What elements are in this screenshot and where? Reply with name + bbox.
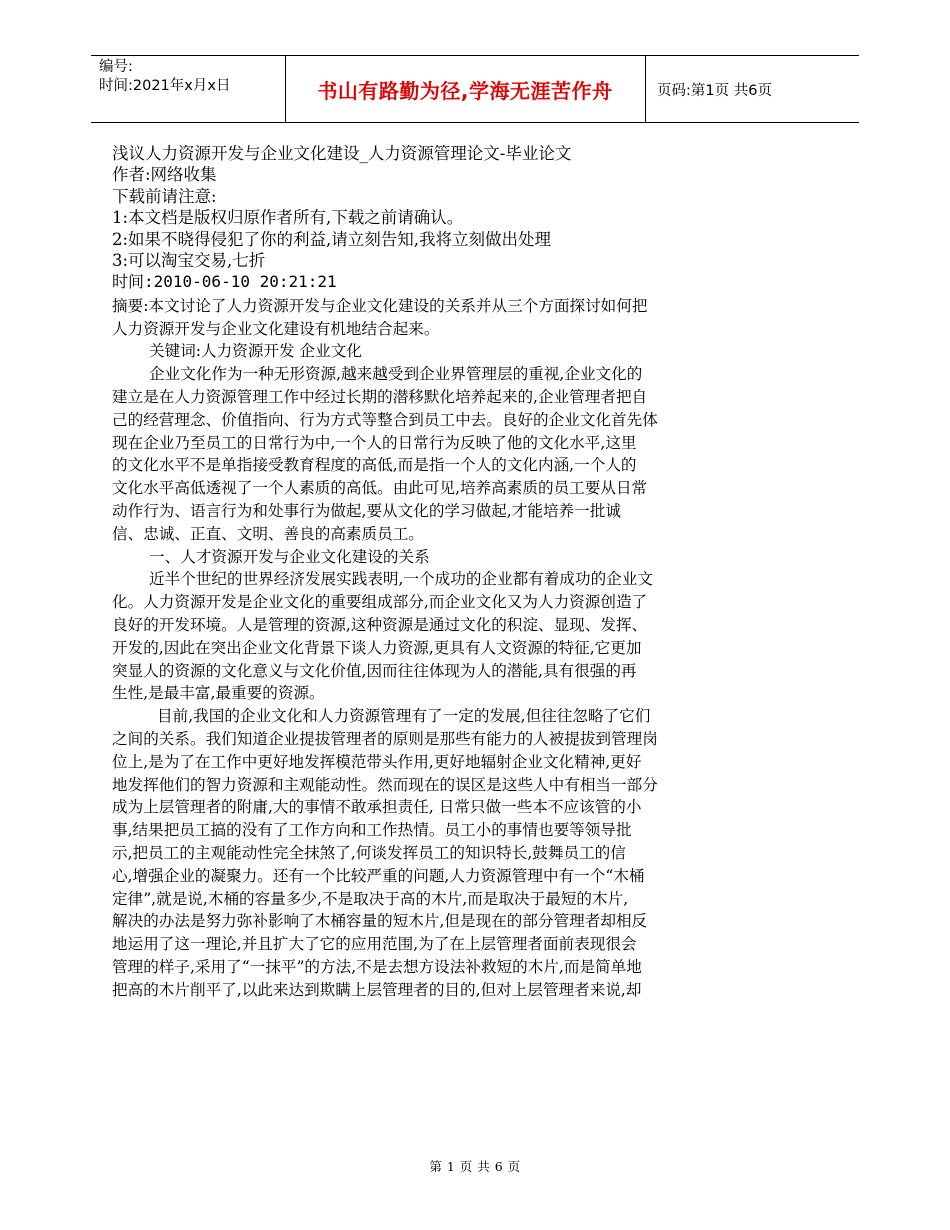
- body-line: 成为上层管理者的附庸,大的事情不敢承担责任, 日常只做一些本不应该管的小: [112, 798, 642, 817]
- body-line: 动作行为、语言行为和处事行为做起,要从文化的学习做起,才能培养一批诚: [112, 502, 621, 521]
- notice-item: 1:本文档是版权归原作者所有,下载之前请确认。: [112, 208, 464, 228]
- body-line: 管理的样子,采用了“一抹平”的方法,不是去想方设法补救短的木片,而是简单地: [112, 957, 642, 976]
- body-line: 企业文化作为一种无形资源,越来越受到企业界管理层的重视,企业文化的: [149, 365, 643, 384]
- body-line: 信、忠诚、正直、文明、善良的高素质员工。: [112, 524, 424, 543]
- time-label: 时间:2021年x月x日: [99, 78, 231, 94]
- divider: [285, 56, 286, 122]
- body-line: 文化水平高低透视了一个人素质的高低。由此可见,培养高素质的员工要从日常: [112, 479, 648, 498]
- body-line: 之间的关系。我们知道企业提拔管理者的原则是那些有能力的人被提拔到管理岗: [112, 729, 658, 748]
- page-footer: 第 1 页 共 6 页: [429, 1159, 521, 1174]
- body-line: 示,把员工的主观能动性完全抹煞了,何谈发挥员工的知识特长,鼓舞员工的信: [112, 843, 626, 862]
- body-line: 近半个世纪的世界经济发展实践表明,一个成功的企业都有着成功的企业文: [149, 570, 653, 589]
- header-meta: [99, 58, 230, 96]
- body-line: 生性,是最丰富,最重要的资源。: [112, 684, 325, 703]
- body-line: 己的经营理念、价值指向、行为方式等整合到员工中去。良好的企业文化首先体: [112, 410, 658, 429]
- body-line: 化。人力资源开发是企业文化的重要组成部分,而企业文化又为人力资源创造了: [112, 593, 648, 612]
- body-line: 事,结果把员工搞的没有了工作方向和工作热情。员工小的事情也要等领导批: [112, 821, 632, 840]
- header-table: [91, 55, 859, 123]
- body-line: 目前,我国的企业文化和人力资源管理有了一定的发展,但往往忽略了它们: [157, 707, 651, 726]
- number-label: 编号:: [99, 59, 133, 75]
- abstract-line: 摘要:本文讨论了人力资源开发与企业文化建设的关系并从三个方面探讨如何把: [112, 296, 648, 315]
- notice-item: 3:可以淘宝交易,七折: [112, 251, 266, 271]
- body-line: 位上,是为了在工作中更好地发挥模范带头作用,更好地辐射企业文化精神,更好: [112, 752, 642, 771]
- doc-time: 时间:2010-06-10 20:21:21: [112, 272, 337, 292]
- body-line: 开发的,因此在突出企业文化背景下谈人力资源,更具有人文资源的特征,它更加: [112, 638, 642, 657]
- notice-item: 2:如果不晓得侵犯了你的利益,请立刻告知,我将立刻做出处理: [112, 229, 552, 249]
- body-line: 地发挥他们的智力资源和主观能动性。然而现在的误区是这些人中有相当一部分: [112, 775, 658, 794]
- section-heading: 一、人才资源开发与企业文化建设的关系: [149, 547, 430, 566]
- body-line: 现在企业乃至员工的日常行为中,一个人的日常行为反映了他的文化水平,这里: [112, 433, 637, 452]
- doc-author: 作者:网络收集: [112, 165, 217, 185]
- body-line: 良好的开发环境。人是管理的资源,这种资源是通过文化的积淀、显现、发挥、: [112, 616, 648, 634]
- body-line: 解决的办法是努力弥补影响了木桶容量的短木片,但是现在的部分管理者却相反: [112, 912, 648, 931]
- body-line: 的文化水平不是单指接受教育程度的高低,而是指一个人的文化内涵,一个人的: [112, 456, 637, 475]
- body-line: 突显人的资源的文化意义与文化价值,因而往往体现为人的潜能,具有很强的再: [112, 661, 637, 680]
- notice-heading: 下载前请注意:: [112, 186, 217, 206]
- body-line: 定律”,就是说,木桶的容量多少,不是取决于高的木片,而是取决于最短的木片,: [112, 889, 629, 908]
- document-body: [112, 143, 772, 1002]
- page-info: 页码:第1页 共6页: [657, 82, 772, 99]
- body-line: 地运用了这一理论,并且扩大了它的应用范围,为了在上层管理者面前表现很会: [112, 935, 637, 954]
- slogan: 书山有路勤为径,学海无涯苦作舟: [317, 78, 613, 103]
- body-line: 心,增强企业的凝聚力。还有一个比较严重的问题,人力资源管理中有一个“木桶: [112, 866, 645, 885]
- keywords: 关键词:人力资源开发 企业文化: [149, 342, 362, 361]
- body-line: 建立是在人力资源管理工作中经过长期的潜移默化培养起来的,企业管理者把自: [112, 388, 648, 407]
- doc-title: 浅议人力资源开发与企业文化建设_人力资源管理论文-毕业论文: [112, 144, 572, 163]
- body-line: 把高的木片削平了,以此来达到欺瞒上层管理者的目的,但对上层管理者来说,却: [112, 980, 642, 999]
- abstract-line: 人力资源开发与企业文化建设有机地结合起来。: [112, 319, 440, 338]
- divider: [645, 56, 646, 122]
